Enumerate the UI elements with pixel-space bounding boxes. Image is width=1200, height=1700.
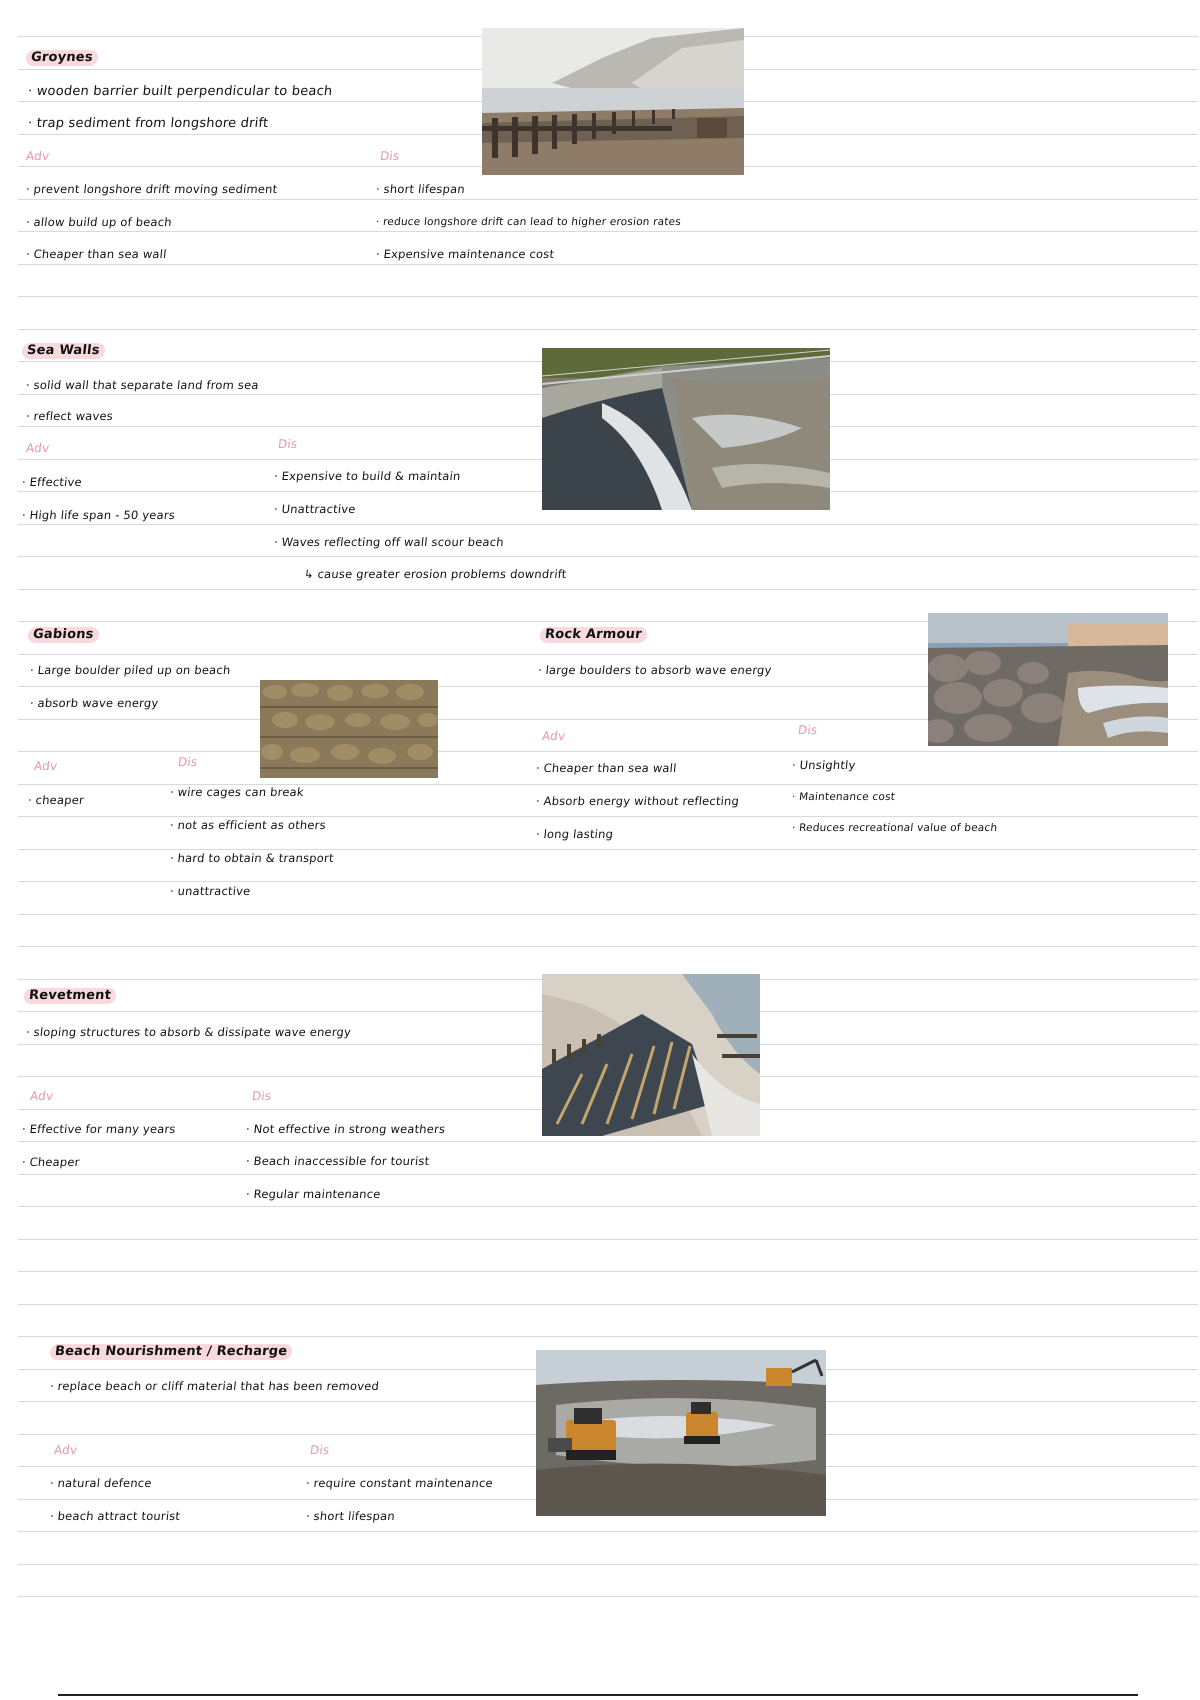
- groynes-photo: [482, 28, 744, 175]
- ruled-line: [18, 881, 1198, 882]
- gabions-photo: [260, 680, 438, 778]
- sea-walls-adv-label: Adv: [25, 441, 51, 455]
- beach-nourishment-point: · replace beach or cliff material that has been removed: [49, 1379, 380, 1393]
- sea-walls-dis-label: Dis: [277, 437, 299, 451]
- sea-walls-dis-item: · Waves reflecting off wall scour beach: [273, 535, 505, 549]
- groynes-dis-item: · reduce longshore drift can lead to higher erosion rates: [375, 216, 682, 228]
- ruled-line: [18, 1174, 1198, 1175]
- section-title-groynes: Groynes: [25, 50, 98, 66]
- groynes-dis-item: · short lifespan: [375, 182, 466, 196]
- revetment-dis-item: · Beach inaccessible for tourist: [245, 1154, 431, 1168]
- groynes-point: · wooden barrier built perpendicular to beach: [27, 84, 334, 99]
- revetment-dis-label: Dis: [251, 1089, 273, 1103]
- ruled-line: [18, 296, 1198, 297]
- gabions-dis-label: Dis: [177, 755, 199, 769]
- sea-walls-point: · reflect waves: [25, 409, 114, 423]
- groynes-dis-item: · Expensive maintenance cost: [375, 247, 555, 261]
- revetment-adv-item: · Effective for many years: [21, 1122, 177, 1136]
- ruled-line: [18, 556, 1198, 557]
- rock-armour-photo: [928, 613, 1168, 746]
- sea-walls-dis-item: ↳ cause greater erosion problems downdrift: [303, 567, 568, 581]
- rock-armour-adv-item: · Absorb energy without reflecting: [535, 794, 740, 808]
- beach-nourishment-dis-item: · require constant maintenance: [305, 1476, 494, 1490]
- groynes-adv-label: Adv: [25, 149, 51, 163]
- beach-nourishment-adv-label: Adv: [53, 1443, 79, 1457]
- groynes-adv-item: · prevent longshore drift moving sediment: [25, 182, 279, 196]
- ruled-line: [18, 524, 1198, 525]
- groynes-adv-item: · allow build up of beach: [25, 215, 173, 229]
- sea-wall-photo: [542, 348, 830, 510]
- sea-walls-adv-item: · Effective: [21, 475, 83, 489]
- sea-walls-point: · solid wall that separate land from sea: [25, 378, 260, 392]
- ruled-line: [18, 1336, 1198, 1337]
- ruled-line: [18, 1304, 1198, 1305]
- sea-walls-adv-item: · High life span - 50 years: [21, 508, 176, 522]
- revetment-dis-item: · Regular maintenance: [245, 1187, 382, 1201]
- beach-nourishment-adv-item: · natural defence: [49, 1476, 153, 1490]
- ruled-line: [18, 1239, 1198, 1240]
- gabions-dis-item: · unattractive: [169, 884, 252, 898]
- revetment-photo: [542, 974, 760, 1136]
- rock-armour-dis-item: · Unsightly: [791, 758, 857, 772]
- gabions-point: · absorb wave energy: [29, 696, 160, 710]
- revetment-dis-item: · Not effective in strong weathers: [245, 1122, 446, 1136]
- beach-nourishment-dis-label: Dis: [309, 1443, 331, 1457]
- ruled-line: [18, 1564, 1198, 1565]
- ruled-line: [18, 329, 1198, 330]
- ruled-line: [18, 751, 1198, 752]
- rock-armour-point: · large boulders to absorb wave energy: [537, 663, 773, 677]
- ruled-line: [18, 1206, 1198, 1207]
- page-bottom-rule: [58, 1694, 1138, 1696]
- ruled-line: [18, 914, 1198, 915]
- rock-armour-adv-label: Adv: [541, 729, 567, 743]
- ruled-line: [18, 264, 1198, 265]
- revetment-adv-item: · Cheaper: [21, 1155, 81, 1169]
- ruled-line: [18, 1531, 1198, 1532]
- beach-nourishment-dis-item: · short lifespan: [305, 1509, 396, 1523]
- ruled-line: [18, 946, 1198, 947]
- rock-armour-dis-item: · Maintenance cost: [791, 791, 896, 803]
- rock-armour-adv-item: · Cheaper than sea wall: [535, 761, 678, 775]
- groynes-adv-item: · Cheaper than sea wall: [25, 247, 168, 261]
- ruled-line: [18, 1271, 1198, 1272]
- beach-nourishment-adv-item: · beach attract tourist: [49, 1509, 181, 1523]
- groynes-point: · trap sediment from longshore drift: [27, 116, 270, 131]
- gabions-dis-item: · wire cages can break: [169, 785, 305, 799]
- ruled-line: [18, 1596, 1198, 1597]
- gabions-adv-item: · cheaper: [27, 793, 85, 807]
- rock-armour-dis-label: Dis: [797, 723, 819, 737]
- ruled-line: [18, 199, 1198, 200]
- ruled-line: [18, 589, 1198, 590]
- revetment-point: · sloping structures to absorb & dissipate wave energy: [25, 1025, 352, 1039]
- gabions-adv-label: Adv: [33, 759, 59, 773]
- rock-armour-dis-item: · Reduces recreational value of beach: [791, 822, 998, 834]
- section-title-revetment: Revetment: [23, 988, 117, 1004]
- revetment-adv-label: Adv: [29, 1089, 55, 1103]
- section-title-gabions: Gabions: [27, 627, 99, 643]
- sea-walls-dis-item: · Expensive to build & maintain: [273, 469, 462, 483]
- sea-walls-dis-item: · Unattractive: [273, 502, 357, 516]
- section-title-rock-armour: Rock Armour: [539, 627, 647, 643]
- gabions-point: · Large boulder piled up on beach: [29, 663, 232, 677]
- rock-armour-adv-item: · long lasting: [535, 827, 614, 841]
- section-title-beach-nourishment: Beach Nourishment / Recharge: [49, 1344, 293, 1360]
- beach-nourishment-photo: [536, 1350, 826, 1516]
- ruled-line: [18, 231, 1198, 232]
- gabions-dis-item: · hard to obtain & transport: [169, 851, 335, 865]
- groynes-dis-label: Dis: [379, 149, 401, 163]
- section-title-sea-walls: Sea Walls: [21, 343, 105, 359]
- gabions-dis-item: · not as efficient as others: [169, 818, 327, 832]
- ruled-line: [18, 1141, 1198, 1142]
